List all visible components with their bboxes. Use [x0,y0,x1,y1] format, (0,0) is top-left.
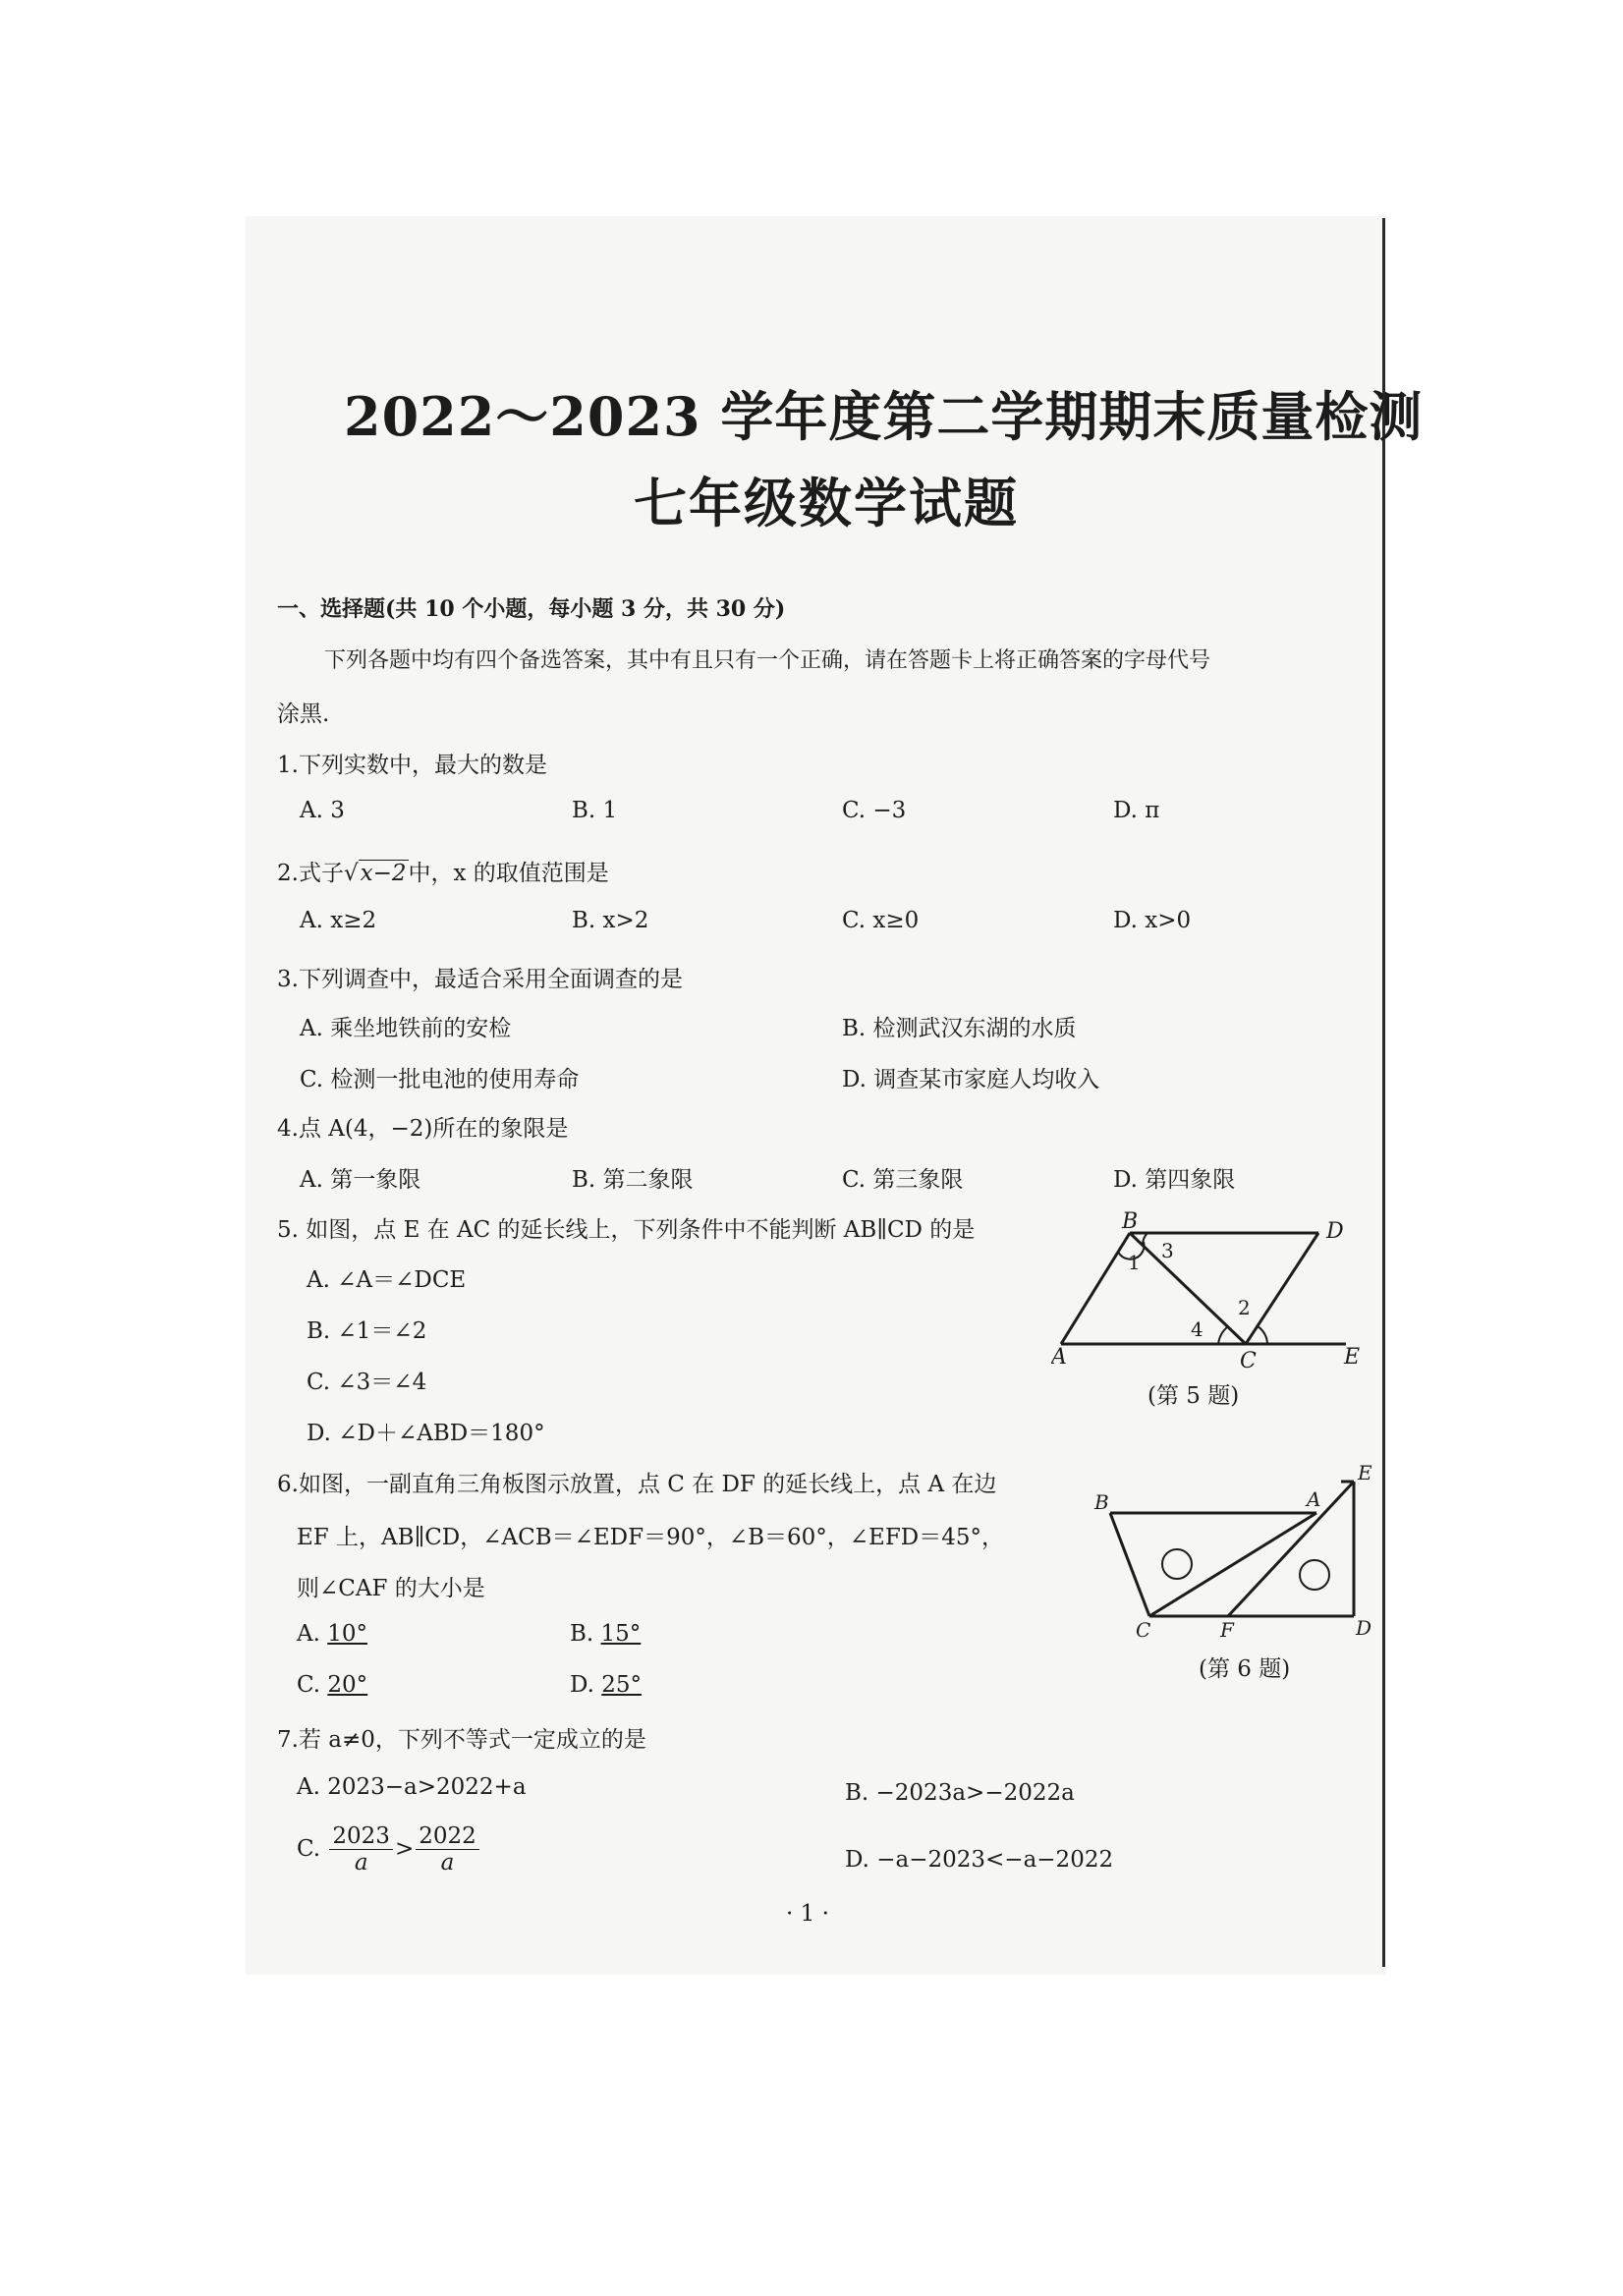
q6-option-a-value: 10° [327,1621,368,1647]
q7-option-c-label: C. [297,1835,321,1862]
q4-stem: 4.点 A(4，−2)所在的象限是 [277,1116,569,1142]
fig5-label-e: E [1344,1345,1361,1370]
q2-stem-post: 中，x 的取值范围是 [408,861,609,886]
q5-stem: 5. 如图，点 E 在 AC 的延长线上，下列条件中不能判断 AB∥CD 的是 [277,1217,976,1243]
page-edge-line [1382,218,1385,1967]
fig6-label-b: B [1094,1490,1109,1514]
q5-option-a: A. ∠A＝∠DCE [307,1267,467,1293]
q4-option-a: A. 第一象限 [300,1167,421,1193]
q1-stem: 1.下列实数中，最大的数是 [277,753,547,778]
figure-6-diagram [1091,1462,1375,1639]
q7-option-c [297,1823,481,1876]
q6-option-c-value: 20° [327,1672,368,1698]
fig5-label-d: D [1326,1219,1344,1244]
line-ca [1149,1513,1316,1616]
q1-option-b: B. 1 [572,798,618,823]
q3-stem: 3.下列调查中，最适合采用全面调查的是 [277,967,683,992]
q6-option-b-value: 15° [600,1621,642,1647]
fig6-label-d: D [1356,1616,1372,1639]
q6-option-a-label: A. [297,1621,320,1647]
q3-option-d: D. 调查某市家庭人均收入 [842,1067,1100,1092]
triangle-hole-left [1162,1549,1192,1579]
q6-line-1: 6.如图，一副直角三角板图示放置，点 C 在 DF 的延长线上，点 A 在边 [277,1472,997,1497]
line-cd [1246,1233,1318,1344]
figure-5-caption: (第 5 题) [1147,1383,1240,1409]
section-heading: 一、选择题(共 10 个小题，每小题 3 分，共 30 分) [277,596,786,622]
fig6-label-e: E [1358,1462,1372,1484]
q5-option-c: C. ∠3＝∠4 [307,1370,427,1395]
fraction-1-denominator: a [354,1850,368,1876]
q6-option-d [570,1672,642,1698]
q4-option-b: B. 第二象限 [572,1167,694,1193]
fig6-label-f: F [1220,1618,1234,1639]
q7-option-c-operator: > [394,1835,415,1862]
q7-stem: 7.若 a≠0，下列不等式一定成立的是 [277,1727,646,1753]
q2-sqrt-content: x−2 [360,861,407,886]
fraction-2-numerator: 2022 [416,1823,479,1850]
fig5-label-c: C [1240,1349,1257,1373]
q6-option-d-label: D. [570,1672,594,1698]
angle-arc-3 [1143,1233,1147,1245]
q2-stem [277,855,609,887]
line-ab [1061,1233,1130,1344]
q3-option-c: C. 检测一批电池的使用寿命 [300,1067,580,1092]
q5-option-b: B. ∠1＝∠2 [307,1318,427,1344]
fig5-angle-4: 4 [1191,1317,1203,1341]
line-ef [1228,1482,1354,1616]
fig6-label-c: C [1136,1618,1151,1639]
q2-option-a: A. x≥2 [300,908,377,933]
q6-option-b [570,1621,641,1647]
q6-option-a [297,1621,367,1647]
q2-option-b: B. x>2 [572,908,649,933]
q1-option-a: A. 3 [300,798,345,823]
fraction-1-numerator: 2023 [329,1823,393,1850]
q4-option-c: C. 第三象限 [842,1167,964,1193]
instruction-line-2: 涂黑. [277,701,330,727]
q2-stem-pre: 2.式子 [277,861,344,886]
q4-option-d: D. 第四象限 [1113,1167,1236,1193]
figure-6-caption: (第 6 题) [1199,1656,1291,1682]
sqrt-symbol: √ [343,861,359,886]
q5-option-d: D. ∠D＋∠ABD＝180° [307,1421,545,1446]
fig5-label-a: A [1051,1345,1067,1370]
q3-option-a: A. 乘坐地铁前的安检 [300,1016,512,1041]
fraction-2-denominator: a [440,1850,455,1876]
fig5-angle-3: 3 [1161,1239,1174,1262]
q6-option-c [297,1672,367,1698]
q1-option-c: C. −3 [842,798,907,823]
figure-5-diagram [1051,1208,1375,1405]
page-number: · 1 · [786,1901,829,1927]
line-bc [1110,1513,1149,1616]
q6-line-2: EF 上，AB∥CD，∠ACB＝∠EDF＝90°，∠B＝60°，∠EFD＝45°， [297,1525,1005,1550]
q3-option-b: B. 检测武汉东湖的水质 [842,1016,1077,1041]
instruction-line-1: 下列各题中均有四个备选答案，其中有且只有一个正确，请在答题卡上将正确答案的字母代号 [324,648,1211,673]
fig5-label-b: B [1122,1209,1139,1234]
q6-option-c-label: C. [297,1672,321,1698]
q7-option-d: D. −a−2023<−a−2022 [845,1847,1114,1873]
q2-option-d: D. x>0 [1113,908,1192,933]
q7-option-c-fraction-1 [329,1823,393,1876]
triangle-hole-right [1300,1560,1329,1590]
q6-option-d-value: 25° [601,1672,643,1698]
exam-title: 2022～2023 学年度第二学期期末质量检测 [344,385,1424,448]
q7-option-a: A. 2023−a>2022+a [297,1774,527,1800]
q6-line-3: 则∠CAF 的大小是 [297,1576,485,1601]
q7-option-b: B. −2023a>−2022a [845,1780,1075,1806]
angle-arc-2 [1258,1326,1267,1344]
q6-option-b-label: B. [570,1621,594,1647]
fig6-label-a: A [1307,1487,1321,1511]
fig5-angle-1: 1 [1128,1251,1141,1274]
angle-arc-4 [1218,1326,1228,1344]
exam-subtitle: 七年级数学试题 [634,472,1019,534]
fig5-angle-2: 2 [1238,1296,1251,1319]
q7-option-c-fraction-2 [416,1823,479,1876]
q1-option-d: D. π [1113,798,1160,823]
q2-option-c: C. x≥0 [842,908,920,933]
